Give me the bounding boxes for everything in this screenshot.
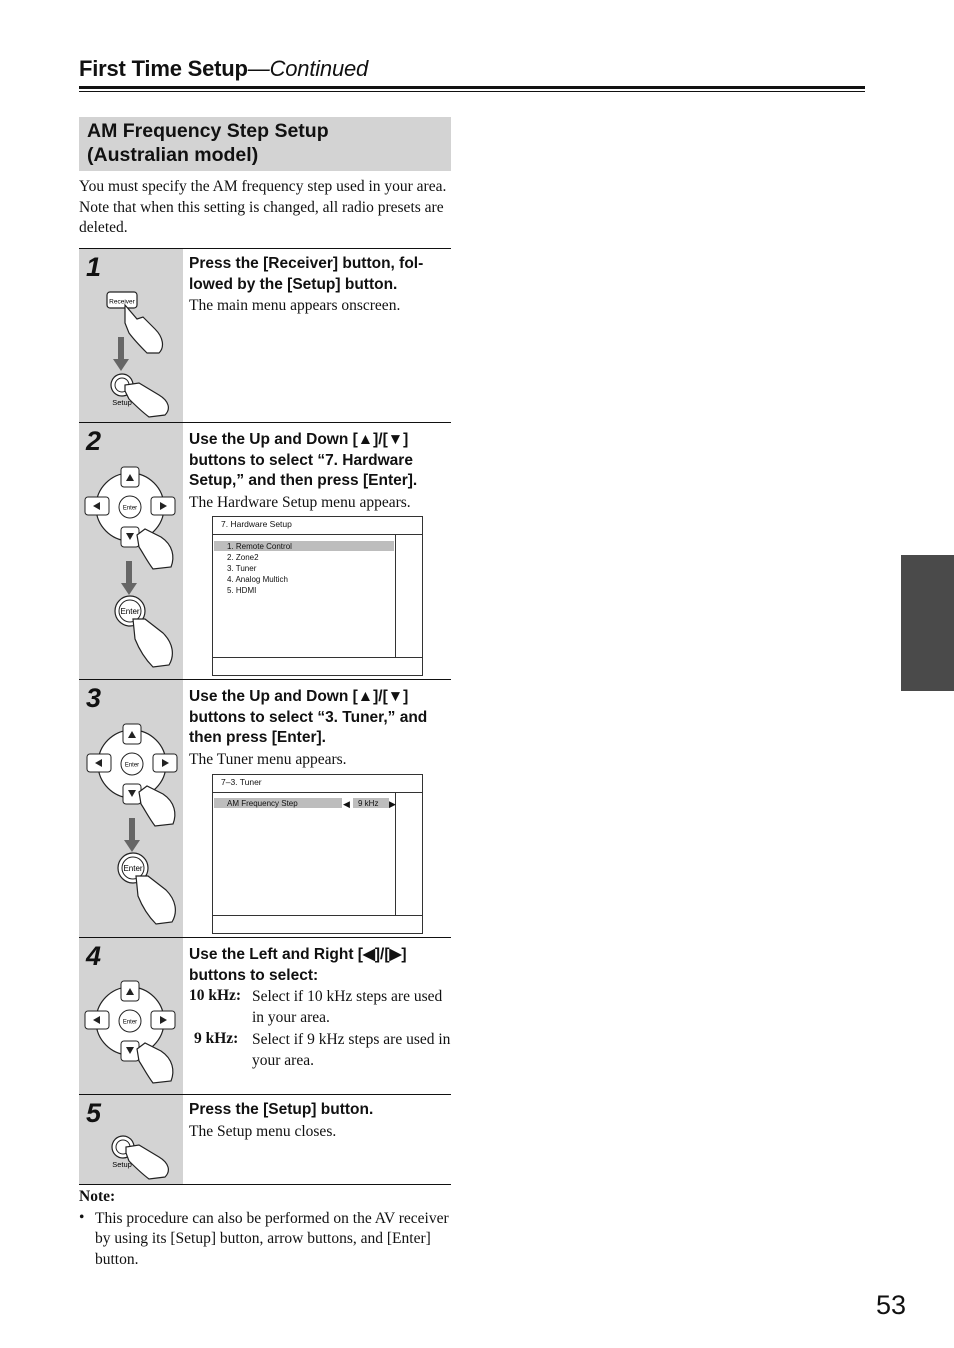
option-10khz-desc: Select if 10 kHz steps are used in your area. xyxy=(252,988,443,1026)
osd-menu-item[interactable]: 1. Remote Control xyxy=(227,542,292,551)
section-heading xyxy=(87,119,329,167)
header-rule-thin xyxy=(79,91,865,92)
header-continued: —Continued xyxy=(247,56,369,81)
page-header-title xyxy=(79,56,368,82)
intro-paragraph: You must specify the AM frequency step used in your area. Note that when this setting is changed, all radio presets are deleted. xyxy=(79,178,447,236)
hand-icon xyxy=(137,1043,173,1083)
option-9khz-desc: Select if 9 kHz steps are used in your area. xyxy=(252,1031,451,1069)
step-divider xyxy=(79,1184,451,1185)
hand-icon xyxy=(136,876,175,924)
step2-result: The Hardware Setup menu appears. xyxy=(189,494,411,511)
right-arrow-icon[interactable]: ▶ xyxy=(389,799,396,809)
step4-number: 4 xyxy=(86,941,102,971)
setup-button-label: Setup xyxy=(112,398,132,407)
hand-icon xyxy=(126,1145,168,1179)
osd-menu-item[interactable]: 2. Zone2 xyxy=(227,553,259,562)
note-bullet: • xyxy=(79,1209,85,1226)
left-arrow-icon[interactable]: ◀ xyxy=(343,799,350,809)
step1-remote-illustration xyxy=(79,249,183,422)
step3-number: 3 xyxy=(86,683,102,713)
hardware-setup-osd xyxy=(212,516,423,676)
header-title-text: First Time Setup xyxy=(79,56,248,81)
step2-instruction: Use the Up and Down [▲]/[▼] buttons to select “7. Hardware Setup,” and then press [Enter]. xyxy=(189,431,418,489)
arrow-down-icon xyxy=(118,337,124,359)
am-frequency-step-label[interactable]: AM Frequency Step xyxy=(227,799,298,808)
svg-text:Enter: Enter xyxy=(122,1019,138,1026)
hand-icon xyxy=(137,529,173,569)
step1-instruction: Press the [Receiver] button, fol-lowed by the [Setup] button. xyxy=(189,255,424,293)
step3-result: The Tuner menu appears. xyxy=(189,751,347,768)
step5-number: 5 xyxy=(86,1098,102,1128)
svg-text:Enter: Enter xyxy=(122,505,138,512)
step5-remote-illustration xyxy=(79,1095,183,1184)
osd-menu-item[interactable]: 3. Tuner xyxy=(227,564,257,573)
note-text: This procedure can also be performed on the AV receiver by using its [Setup] button, arrow buttons, and [Enter] button. xyxy=(95,1210,449,1268)
svg-text:Enter: Enter xyxy=(123,864,143,873)
option-10khz-key: 10 kHz: xyxy=(189,987,242,1004)
option-9khz-key: 9 kHz: xyxy=(194,1030,239,1047)
step5-result: The Setup menu closes. xyxy=(189,1123,337,1140)
osd-title: 7–3. Tuner xyxy=(221,777,262,787)
note-label: Note: xyxy=(79,1188,116,1205)
setup-button-label: Setup xyxy=(112,1160,132,1169)
svg-text:Enter: Enter xyxy=(120,607,140,616)
osd-title: 7. Hardware Setup xyxy=(221,519,292,529)
receiver-button-label: Receiver xyxy=(109,298,135,306)
tuner-osd xyxy=(212,774,423,934)
osd-menu-item[interactable]: 5. HDMI xyxy=(227,586,257,595)
step5-instruction: Press the [Setup] button. xyxy=(189,1101,374,1118)
step1-number: 1 xyxy=(86,252,102,282)
step4-remote-illustration xyxy=(79,938,183,1094)
step1-result: The main menu appears onscreen. xyxy=(189,297,401,314)
hand-icon xyxy=(133,619,172,667)
header-rule-thick xyxy=(79,86,865,89)
chapter-side-tab xyxy=(901,555,954,691)
section-heading-line1: AM Frequency Step Setup xyxy=(87,120,329,142)
step3-remote-illustration xyxy=(79,680,183,937)
arrow-down-icon xyxy=(126,561,132,583)
hand-icon xyxy=(139,786,175,826)
page-number: 53 xyxy=(876,1290,907,1320)
step2-remote-illustration xyxy=(79,423,183,679)
svg-text:Enter: Enter xyxy=(124,762,140,769)
hand-icon xyxy=(125,383,168,417)
step2-number: 2 xyxy=(86,426,102,456)
osd-menu-item[interactable]: 4. Analog Multich xyxy=(227,575,288,584)
section-heading-line2: (Australian model) xyxy=(87,144,259,166)
step3-instruction: Use the Up and Down [▲]/[▼] buttons to select “3. Tuner,” and then press [Enter]. xyxy=(189,688,428,746)
am-frequency-step-value: 9 kHz xyxy=(358,799,379,808)
arrow-down-icon xyxy=(129,818,135,840)
hand-icon xyxy=(125,305,162,353)
step4-instruction: Use the Left and Right [◀]/[▶] buttons to select: xyxy=(189,946,407,984)
